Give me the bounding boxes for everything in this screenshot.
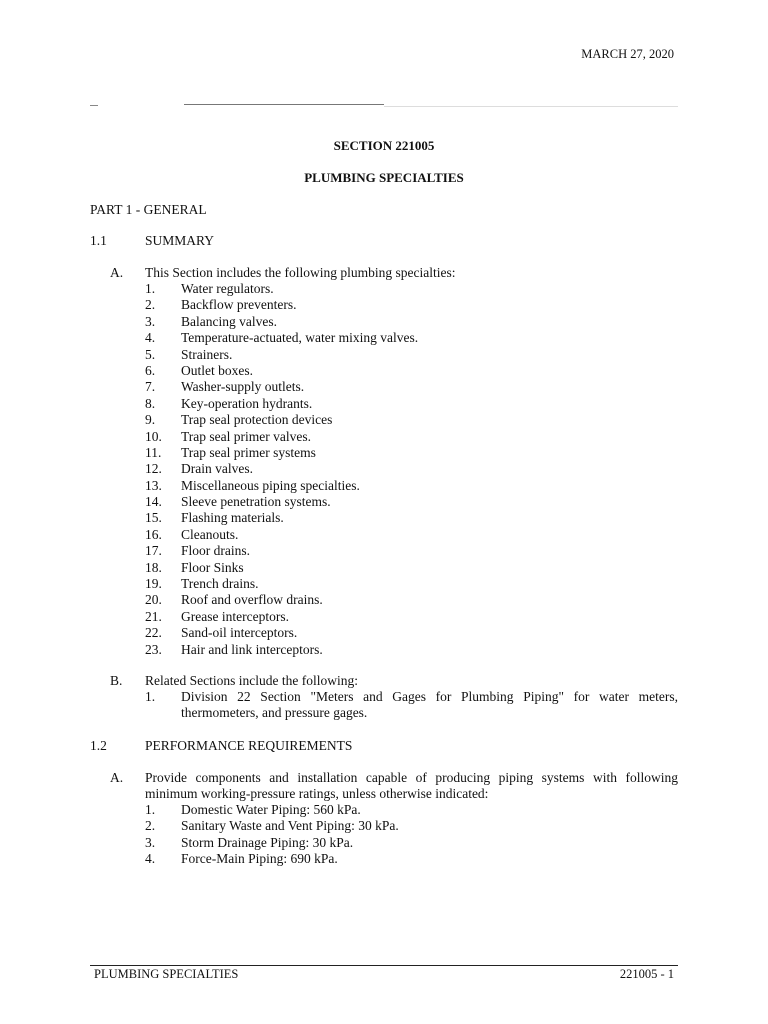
list-item	[145, 478, 678, 494]
list-item-number: 18.	[145, 559, 162, 575]
list-item-number: 4.	[145, 330, 156, 346]
list-item-text: Drain valves.	[181, 461, 253, 477]
list-item-number: 9.	[145, 412, 156, 428]
paragraph-letter: A.	[110, 770, 124, 785]
list-item-number: 12.	[145, 461, 162, 477]
header-date: MARCH 27, 2020	[581, 47, 674, 61]
list-item-number: 10.	[145, 428, 162, 444]
paragraph-text: Related Sections include the following:	[145, 673, 358, 688]
list-item	[145, 609, 678, 625]
list-item	[145, 625, 678, 641]
list-item-text: Sleeve penetration systems.	[181, 494, 331, 510]
list-item-number: 17.	[145, 543, 162, 559]
list-item	[145, 527, 678, 543]
list-item-text: Roof and overflow drains.	[181, 592, 323, 608]
list-item-number: 23.	[145, 641, 162, 657]
page-number: 221005 - 1	[619, 967, 674, 981]
list-item-number: 7.	[145, 379, 156, 395]
list-item-number: 13.	[145, 477, 162, 493]
list-item	[145, 347, 678, 363]
list-item-number: 1.	[145, 802, 156, 817]
list-item-text: Hair and link interceptors.	[181, 641, 323, 657]
list-item	[145, 802, 678, 818]
article-heading-1-1	[90, 233, 215, 249]
list-item-number: 1.	[145, 689, 156, 704]
article-label: PERFORMANCE REQUIREMENTS	[145, 738, 353, 753]
paragraph-text: Provide components and installation capable of producing piping systems with following minimum working-pressure ratings, unless otherwise indicated:	[145, 770, 678, 802]
list-item-text: Balancing valves.	[181, 313, 277, 329]
list-item	[145, 689, 678, 722]
list-item	[145, 363, 678, 379]
list-item-text: Miscellaneous piping specialties.	[181, 477, 360, 493]
header-rule	[184, 104, 384, 105]
list-item-text: Force-Main Piping: 690 kPa.	[181, 851, 338, 867]
list-item	[145, 510, 678, 526]
list-item-text: Key-operation hydrants.	[181, 395, 313, 411]
list-item	[145, 297, 678, 313]
list-item-number: 11.	[145, 444, 162, 460]
list-item-number: 15.	[145, 510, 162, 526]
footer-title: PLUMBING SPECIALTIES	[94, 967, 239, 981]
list-item	[145, 429, 678, 445]
list-item-text: Trap seal primer valves.	[181, 428, 311, 444]
list-item-text: Water regulators.	[181, 281, 274, 296]
list-item	[145, 314, 678, 330]
list-item	[145, 412, 678, 428]
list-item-text: Trap seal protection devices	[181, 412, 333, 428]
part-heading: PART 1 - GENERAL	[90, 202, 207, 217]
list-item-number: 16.	[145, 526, 162, 542]
paragraph-letter: A.	[110, 265, 124, 280]
article-label: SUMMARY	[145, 233, 215, 248]
list-item-number: 14.	[145, 494, 162, 510]
list-item-text: Backflow preventers.	[181, 297, 297, 313]
list-item	[145, 461, 678, 477]
list-item-text: Floor Sinks	[181, 559, 244, 575]
list-item	[145, 576, 678, 592]
list-item	[145, 379, 678, 395]
list-item-text: Grease interceptors.	[181, 608, 289, 624]
header-rule-faint	[384, 106, 678, 107]
list-item-number: 19.	[145, 576, 162, 592]
list-item	[145, 330, 678, 346]
list-item-number: 1.	[145, 281, 156, 296]
list-item-number: 6.	[145, 362, 156, 378]
list-item-text: Washer-supply outlets.	[181, 379, 305, 395]
list-item-number: 22.	[145, 625, 162, 641]
list-item-text: Sanitary Waste and Vent Piping: 30 kPa.	[181, 818, 399, 834]
list-item-text: Storm Drainage Piping: 30 kPa.	[181, 834, 354, 850]
list-item-text: Floor drains.	[181, 543, 250, 559]
list-item	[145, 543, 678, 559]
pressure-ratings-list	[145, 802, 678, 868]
list-item-number: 2.	[145, 297, 156, 313]
list-item-text: Cleanouts.	[181, 526, 239, 542]
header-rule-mark	[90, 105, 98, 106]
list-item-text: Temperature-actuated, water mixing valves.	[181, 330, 419, 346]
list-item-number: 2.	[145, 818, 156, 834]
list-item-text: Outlet boxes.	[181, 362, 253, 378]
paragraph-letter: B.	[110, 673, 123, 688]
list-item-number: 3.	[145, 834, 156, 850]
article-heading-1-2	[90, 738, 353, 754]
list-item-number: 4.	[145, 851, 156, 867]
list-item-text: Flashing materials.	[181, 510, 284, 526]
list-item-number: 21.	[145, 608, 162, 624]
list-item-number: 8.	[145, 395, 156, 411]
list-item-number: 20.	[145, 592, 162, 608]
related-sections-list	[145, 689, 678, 722]
list-item	[145, 396, 678, 412]
article-number: 1.2	[90, 738, 107, 753]
list-item-text: Domestic Water Piping: 560 kPa.	[181, 802, 361, 817]
list-item-text: Division 22 Section "Meters and Gages for Plumbing Piping" for water meters, thermometers, and pressure gages.	[181, 689, 678, 721]
list-item	[145, 592, 678, 608]
section-number: SECTION 221005	[333, 138, 435, 153]
paragraph-text: This Section includes the following plumbing specialties:	[145, 265, 456, 280]
list-item	[145, 642, 678, 658]
list-item-text: Strainers.	[181, 346, 233, 362]
list-item-text: Trench drains.	[181, 576, 259, 592]
list-item-number: 5.	[145, 346, 156, 362]
list-item	[145, 281, 678, 297]
specialties-list	[145, 281, 678, 658]
list-item	[145, 851, 678, 867]
list-item	[145, 445, 678, 461]
list-item-number: 3.	[145, 313, 156, 329]
article-number: 1.1	[90, 233, 107, 248]
list-item	[145, 818, 678, 834]
list-item-text: Sand-oil interceptors.	[181, 625, 298, 641]
list-item	[145, 560, 678, 576]
list-item	[145, 835, 678, 851]
section-title: PLUMBING SPECIALTIES	[304, 170, 464, 185]
list-item	[145, 494, 678, 510]
list-item-text: Trap seal primer systems	[181, 444, 316, 460]
